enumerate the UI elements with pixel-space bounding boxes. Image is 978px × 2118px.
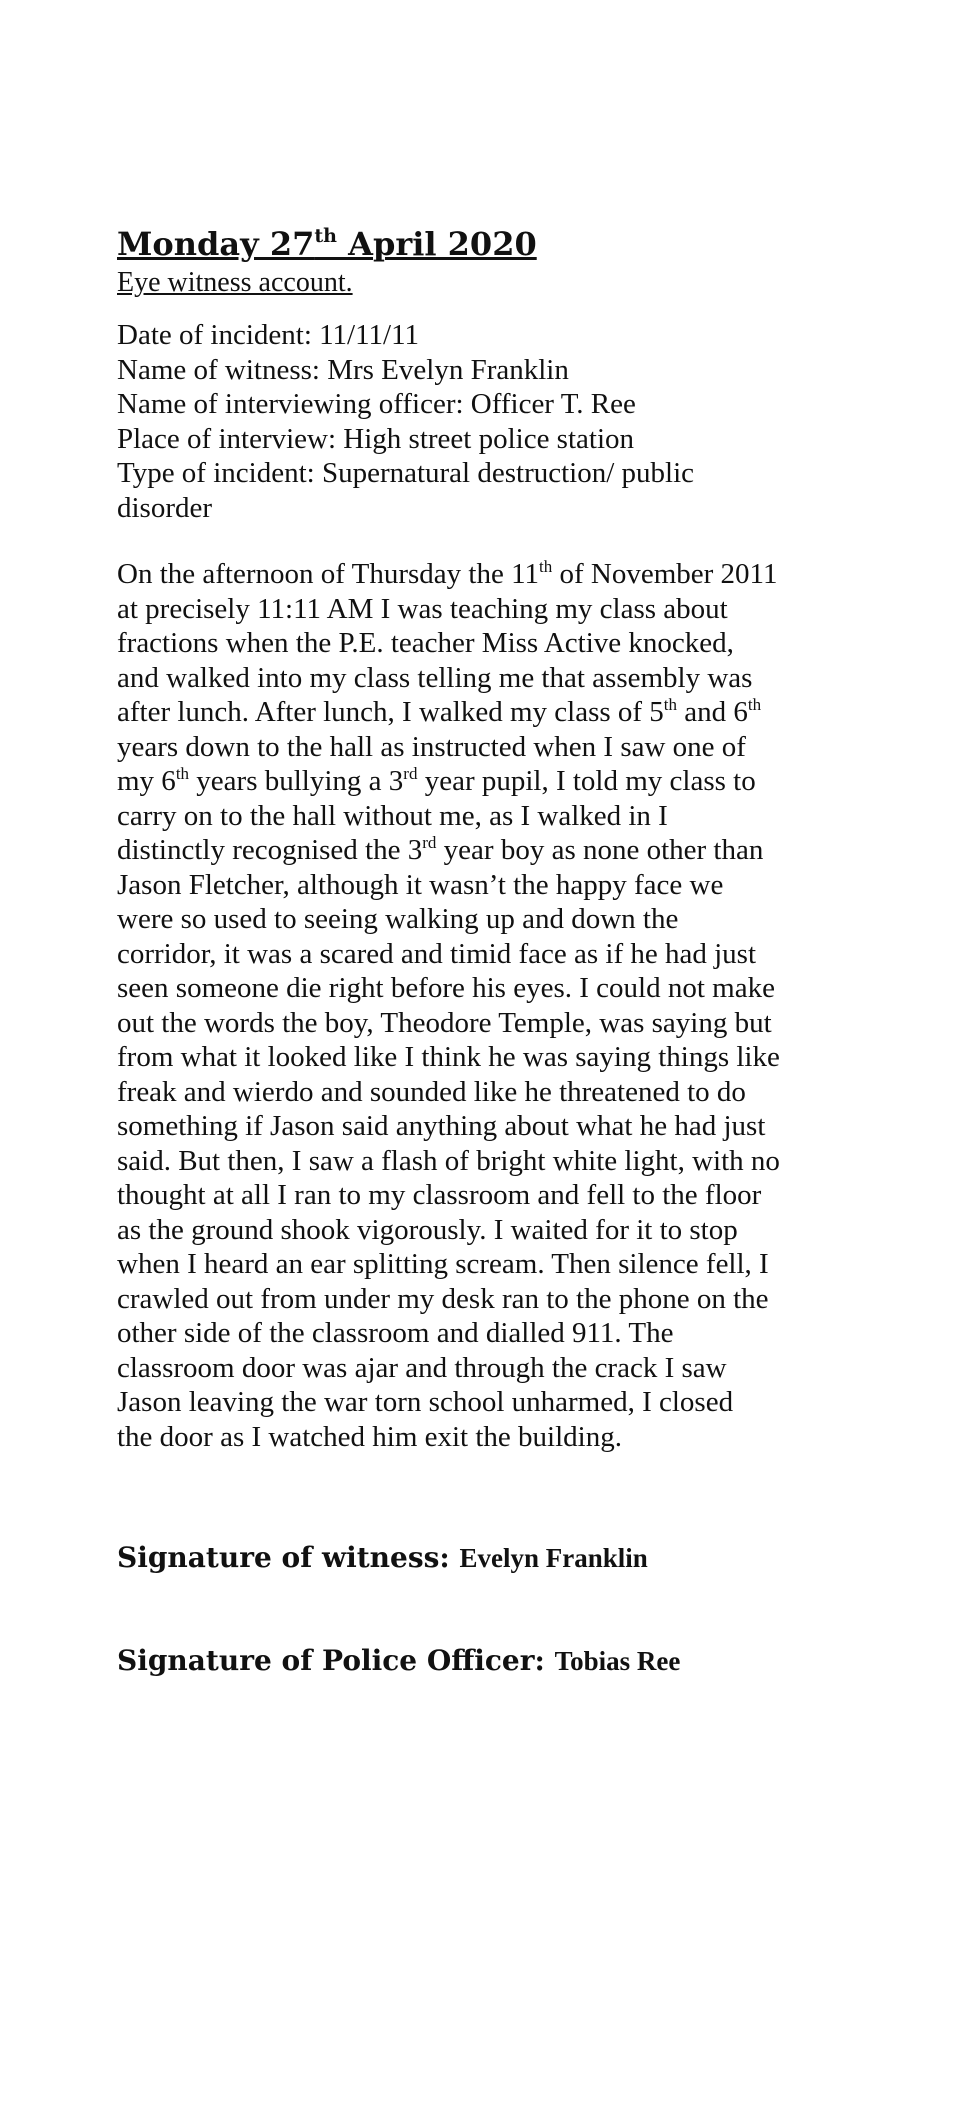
- account-line: something if Jason said anything about what he had just: [117, 1110, 766, 1142]
- witness-signature-name: Evelyn Franklin: [459, 1543, 648, 1573]
- date-heading-suffix: April 2020: [337, 225, 537, 263]
- detail-type-of-incident: Type of incident: Supernatural destruction/ public: [117, 457, 695, 489]
- account-line: other side of the classroom and dialled 911. The: [117, 1317, 674, 1349]
- detail-date-of-incident: Date of incident: 11/11/11: [117, 319, 420, 351]
- date-heading-prefix: Monday 27: [117, 225, 315, 263]
- account-line: were so used to seeing walking up and down the: [117, 903, 679, 935]
- officer-signature-name: Tobias Ree: [554, 1646, 681, 1676]
- officer-signature: [117, 1641, 680, 1681]
- account-line: seen someone die right before his eyes. I could not make: [117, 972, 775, 1004]
- witness-signature-label: Signature of witness:: [117, 1541, 460, 1574]
- detail-officer-name: Name of interviewing officer: Officer T. Ree: [117, 388, 636, 420]
- account-line: the door as I watched him exit the building.: [117, 1420, 622, 1453]
- account-line: fractions when the P.E. teacher Miss Active knocked,: [117, 627, 734, 659]
- account-line: Jason leaving the war torn school unharmed, I closed: [117, 1386, 734, 1418]
- account-line: after lunch. After lunch, I walked my class of 5th and 6th: [117, 695, 762, 728]
- account-line: at precisely 11:11 AM I was teaching my class about: [117, 592, 728, 625]
- date-heading: [117, 222, 877, 266]
- account-line: and walked into my class telling me that assembly was: [117, 661, 753, 694]
- witness-account: [117, 557, 877, 1454]
- officer-signature-label: Signature of Police Officer:: [117, 1644, 555, 1677]
- account-line: On the afternoon of Thursday the 11th of November 2011: [117, 557, 778, 590]
- witness-signature: [117, 1538, 648, 1578]
- account-line: from what it looked like I think he was saying things like: [117, 1041, 780, 1073]
- account-line: my 6th years bullying a 3rd year pupil, I told my class to: [117, 764, 756, 797]
- account-line: when I heard an ear splitting scream. Then silence fell, I: [117, 1248, 769, 1280]
- detail-place-of-interview: Place of interview: High street police station: [117, 422, 635, 455]
- account-line: years down to the hall as instructed when I saw one of: [117, 730, 746, 763]
- incident-details: [117, 318, 877, 525]
- account-line: said. But then, I saw a flash of bright white light, with no: [117, 1144, 780, 1177]
- account-line: crawled out from under my desk ran to the phone on the: [117, 1282, 769, 1315]
- detail-type-of-incident-continued: disorder: [117, 491, 213, 524]
- account-line: corridor, it was a scared and timid face as if he had just: [117, 937, 757, 970]
- document-body: [117, 222, 877, 1454]
- account-line: thought at all I ran to my classroom and fell to the floor: [117, 1179, 762, 1211]
- detail-witness-name: Name of witness: Mrs Evelyn Franklin: [117, 353, 569, 386]
- account-line: Jason Fletcher, although it wasn’t the happy face we: [117, 868, 724, 901]
- account-line: out the words the boy, Theodore Temple, was saying but: [117, 1006, 772, 1039]
- account-line: as the ground shook vigorously. I waited for it to stop: [117, 1213, 738, 1246]
- document-subtitle: Eye witness account.: [117, 267, 353, 298]
- account-line: distinctly recognised the 3rd year boy as none other than: [117, 833, 764, 866]
- account-line: freak and wierdo and sounded like he threatened to do: [117, 1075, 746, 1108]
- date-heading-ordinal: th: [314, 225, 337, 247]
- account-line: carry on to the hall without me, as I walked in I: [117, 799, 668, 832]
- account-line: classroom door was ajar and through the crack I saw: [117, 1351, 727, 1384]
